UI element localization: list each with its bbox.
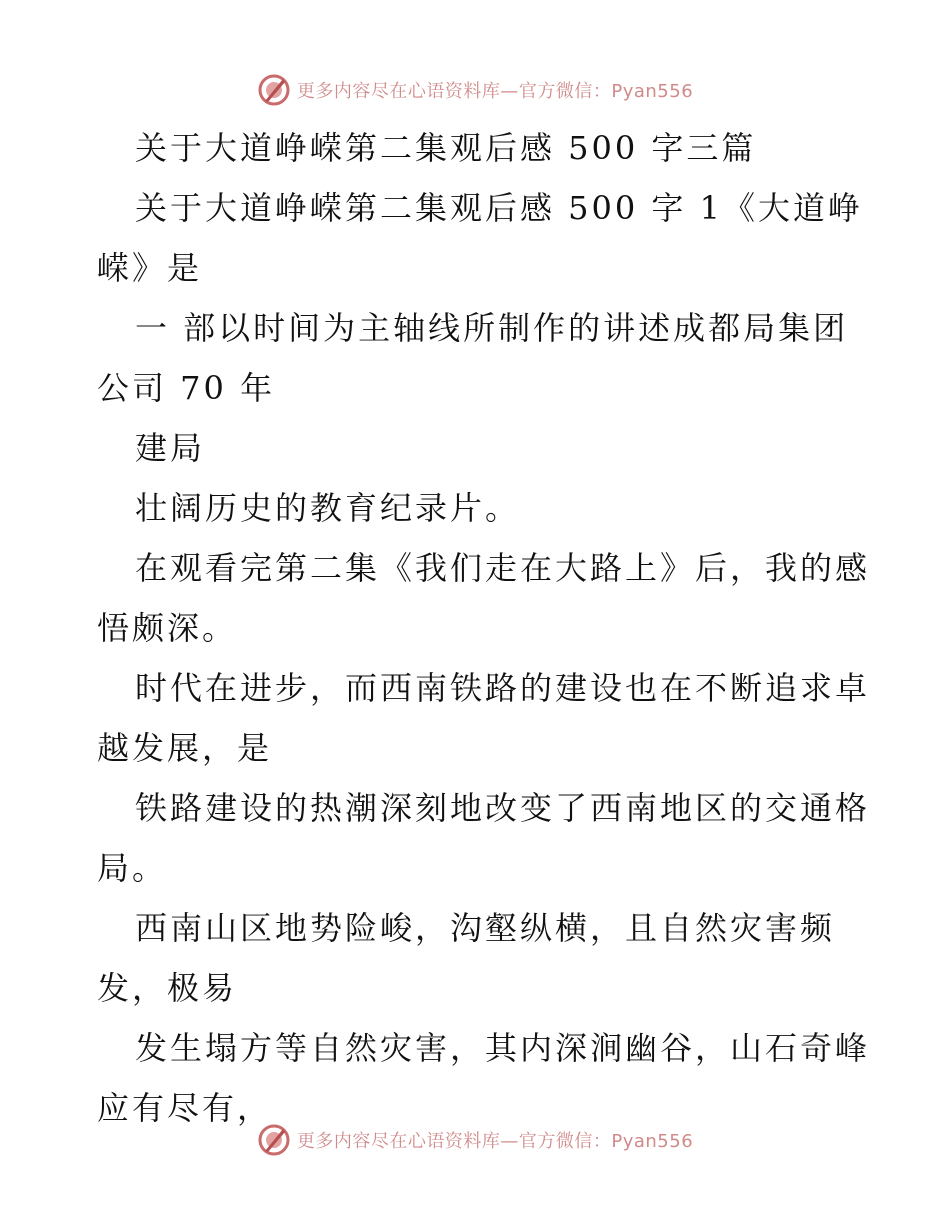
paragraph-line: 局。 <box>97 849 168 887</box>
paragraph-line: 关于大道峥嵘第二集观后感 500 字 1《大道峥 <box>135 189 863 227</box>
paragraph-line: 越发展，是 <box>97 729 273 767</box>
paragraph-line: 在观看完第二集《我们走在大路上》后，我的感 <box>135 549 871 587</box>
paragraph-line: 发生塌方等自然灾害，其内深涧幽谷，山石奇峰 <box>135 1029 871 1067</box>
paragraph-line: 西南山区地势险峻，沟壑纵横，且自然灾害频 <box>135 909 836 947</box>
watermark-header <box>0 70 950 110</box>
paragraph-line: 铁路建设的热潮深刻地改变了西南地区的交通格 <box>135 789 871 827</box>
watermark-footer <box>0 1120 950 1160</box>
watermark-text: 更多内容尽在心语资料库—官方微信：Pyan556 <box>296 81 694 102</box>
paragraph-line: 发，极易 <box>97 969 238 1007</box>
document-title: 关于大道峥嵘第二集观后感 500 字三篇 <box>135 129 757 167</box>
paragraph-line: 一 部以时间为主轴线所制作的讲述成都局集团 <box>135 309 849 347</box>
paragraph-line: 建局 <box>135 429 206 467</box>
paragraph-line: 公司 70 年 <box>97 369 276 407</box>
paragraph-line: 应有尽有， <box>97 1089 273 1127</box>
document-body <box>97 118 871 1138</box>
paragraph-line: 悟颇深。 <box>97 609 238 647</box>
paragraph-line: 壮阔历史的教育纪录片。 <box>135 489 521 527</box>
quill-seal-icon <box>257 1123 291 1157</box>
quill-seal-icon <box>257 73 291 107</box>
paragraph-line: 嵘》是 <box>97 249 203 287</box>
watermark-text: 更多内容尽在心语资料库—官方微信：Pyan556 <box>296 1131 694 1152</box>
paragraph-line: 时代在进步，而西南铁路的建设也在不断追求卓 <box>135 669 871 707</box>
